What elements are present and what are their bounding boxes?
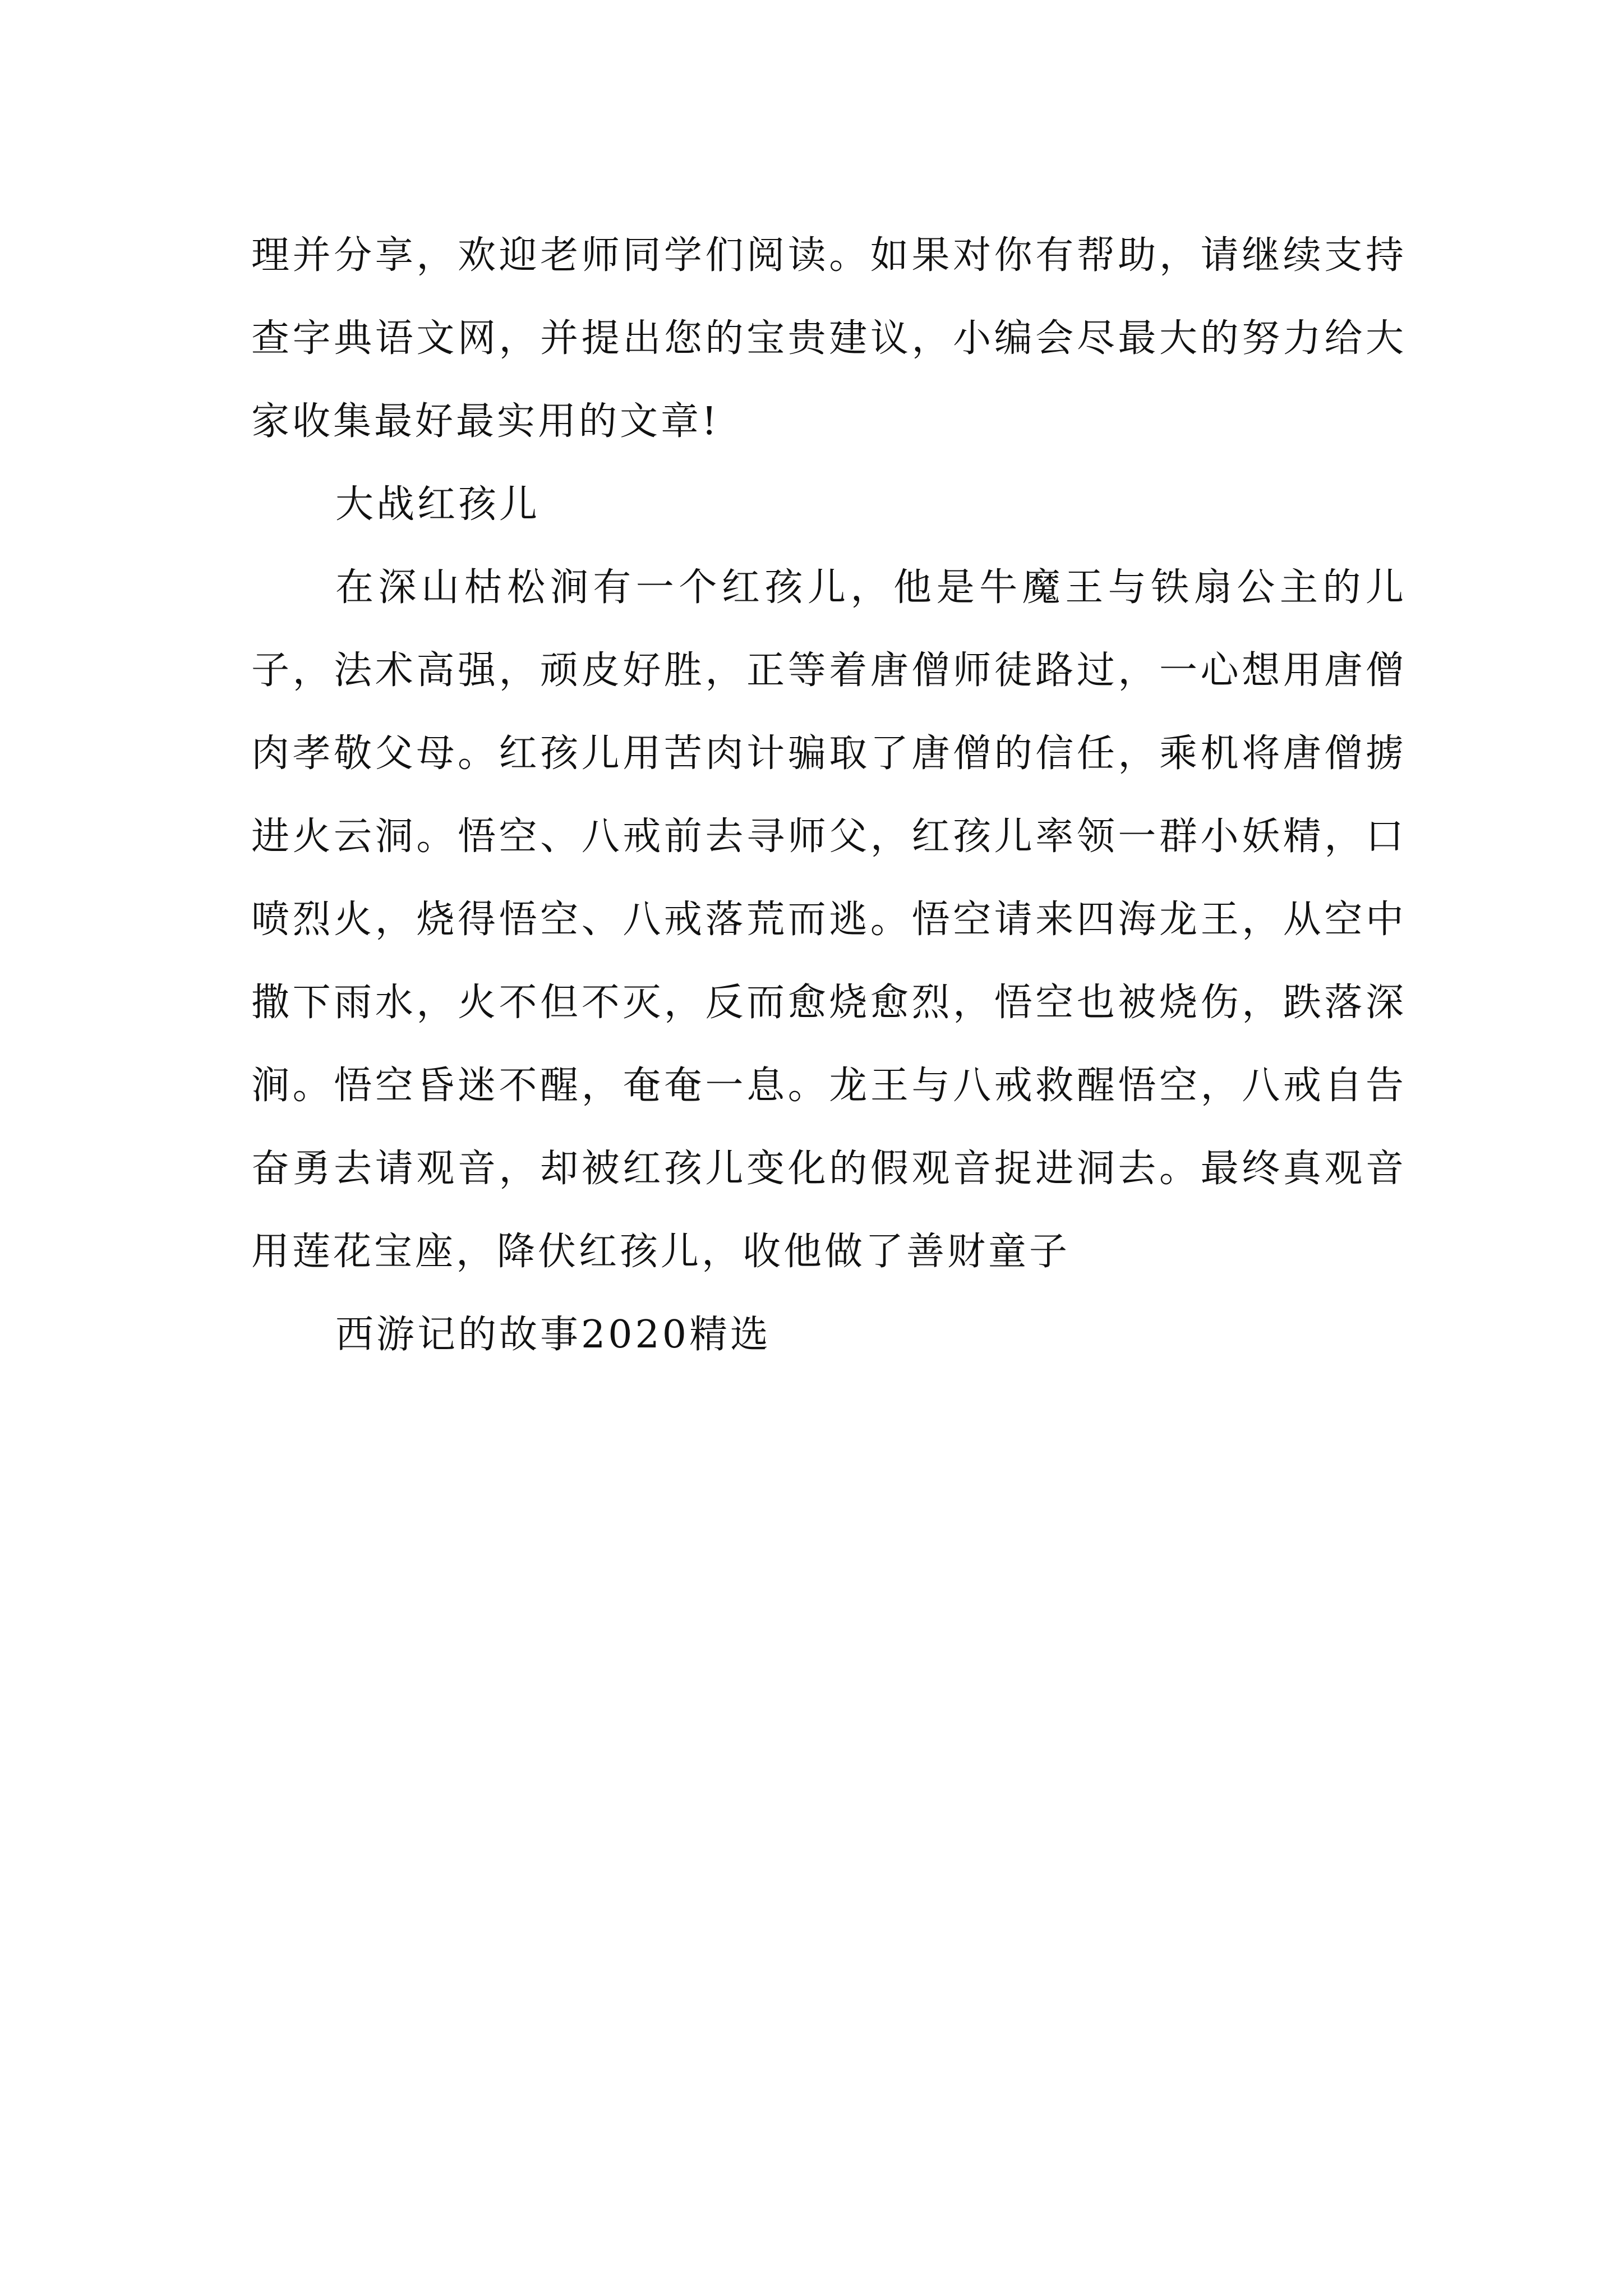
section-heading: 西游记的故事2020精选 [335,1313,772,1357]
intro-paragraph: 理并分享，欢迎老师同学们阅读。如果对你有帮助，请继续支持查字典语文网，并提出您的宝贵建议，小编会尽最大的努力给大家收集最好最实用的文章! [251,233,1407,444]
document-body [251,214,1407,1377]
story-paragraph: 在深山枯松涧有一个红孩儿，他是牛魔王与铁扇公主的儿子，法术高强，顽皮好胜，正等着唐僧师徒路过，一心想用唐僧肉孝敬父母。红孩儿用苦肉计骗取了唐僧的信任，乘机将唐僧掳进火云洞。悟空、八戒前去寻师父，红孩儿率领一群小妖精，口喷烈火，烧得悟空、八戒落荒而逃。悟空请来四海龙王，从空中撒下雨水，火不但不灭，反而愈烧愈烈，悟空也被烧伤，跌落深涧。悟空昏迷不醒，奄奄一息。龙王与八戒救醒悟空，八戒自告奋勇去请观音，却被红孩儿变化的假观音捉进洞去。最终真观音用莲花宝座，降伏红孩儿，收他做了善财童子 [251,565,1407,1274]
story-title: 大战红孩儿 [335,482,541,527]
